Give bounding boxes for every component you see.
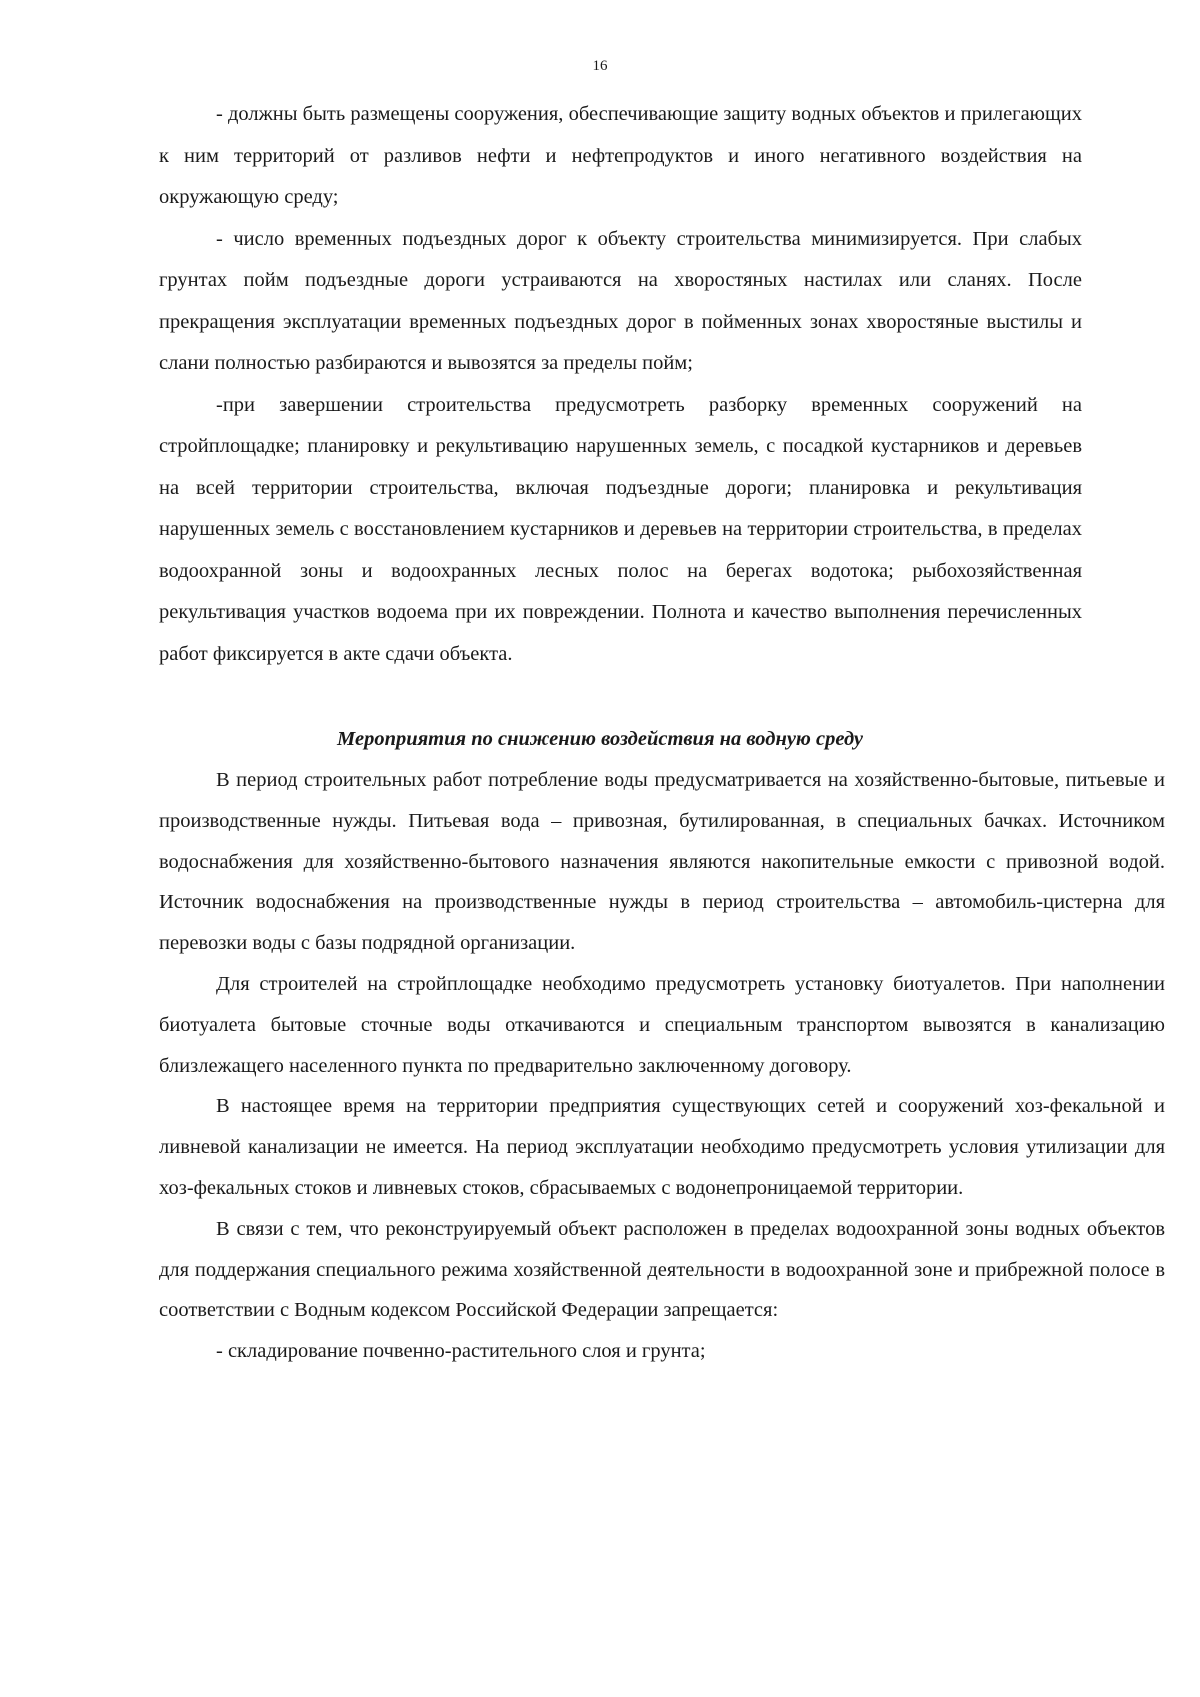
section-heading: Мероприятия по снижению воздействия на водную среду xyxy=(337,728,863,750)
paragraph: - складирование почвенно-растительного слоя и грунта; xyxy=(216,1340,706,1363)
paragraph: В связи с тем, что реконструируемый объект расположен в пределах водоохранной зоны водных объектов для поддержания специального режима хозяйственной деятельности в водоохранной зоне и прибрежной полосе в соответствии с Водным кодексом Российской Федерации запрещается: xyxy=(159,1217,1165,1322)
section-2-text xyxy=(159,760,1165,1372)
paragraph: В настоящее время на территории предприятия существующих сетей и сооружений хоз-фекальной и ливневой канализации не имеется. На период эксплуатации необходимо предусмотреть условия утилизации для хоз-фекальных стоков и ливневых стоков, сбрасываемых с водонепроницаемой территории. xyxy=(159,1095,1165,1199)
paragraph: В период строительных работ потребление воды предусматривается на хозяйственно-бытовые, питьевые и производственные нужды. Питьевая вода – привозная, бутилированная, в специальных бачках. Источником водоснабжения для хозяйственно-бытового назначения являются накопительные емкости с привозной водой. Источник водоснабжения на производственные нужды в период строительства – автомобиль-цистерна для перевозки воды с базы подрядной организации. xyxy=(159,769,1165,955)
paragraph: - должны быть размещены сооружения, обеспечивающие защиту водных объектов и прилегающих к ним территорий от разливов нефти и нефтепродуктов и иного негативного воздействия на окружающую среду; xyxy=(159,103,1082,208)
paragraph: Для строителей на стройплощадке необходимо предусмотреть установку биотуалетов. При наполнении биотуалета бытовые сточные воды откачиваются и специальным транспортом вывозятся в канализацию близлежащего населенного пункта по предварительно заключенному договору. xyxy=(159,972,1165,1077)
page-number: 16 xyxy=(592,58,608,74)
section-1-text xyxy=(159,94,1082,675)
paragraph: -при завершении строительства предусмотреть разборку временных сооружений на стройплощадке; планировку и рекультивацию нарушенных земель, с посадкой кустарников и деревьев на всей территории строительства, включая подъездные дороги; планировка и рекультивация нарушенных земель с восстановлением кустарников и деревьев на территории строительства, в пределах водоохранной зоны и водоохранных лесных полос на берегах водотока; рыбохозяйственная рекультивация участков водоема при их повреждении. Полнота и качество выполнения перечисленных работ фиксируется в акте сдачи объекта. xyxy=(159,393,1082,665)
paragraph: - число временных подъездных дорог к объекту строительства минимизируется. При слабых грунтах пойм подъездные дороги устраиваются на хворостяных настилах или сланях. После прекращения эксплуатации временных подъездных дорог в пойменных зонах хворостяные выстилы и слани полностью разбираются и вывозятся за пределы пойм; xyxy=(159,227,1082,374)
